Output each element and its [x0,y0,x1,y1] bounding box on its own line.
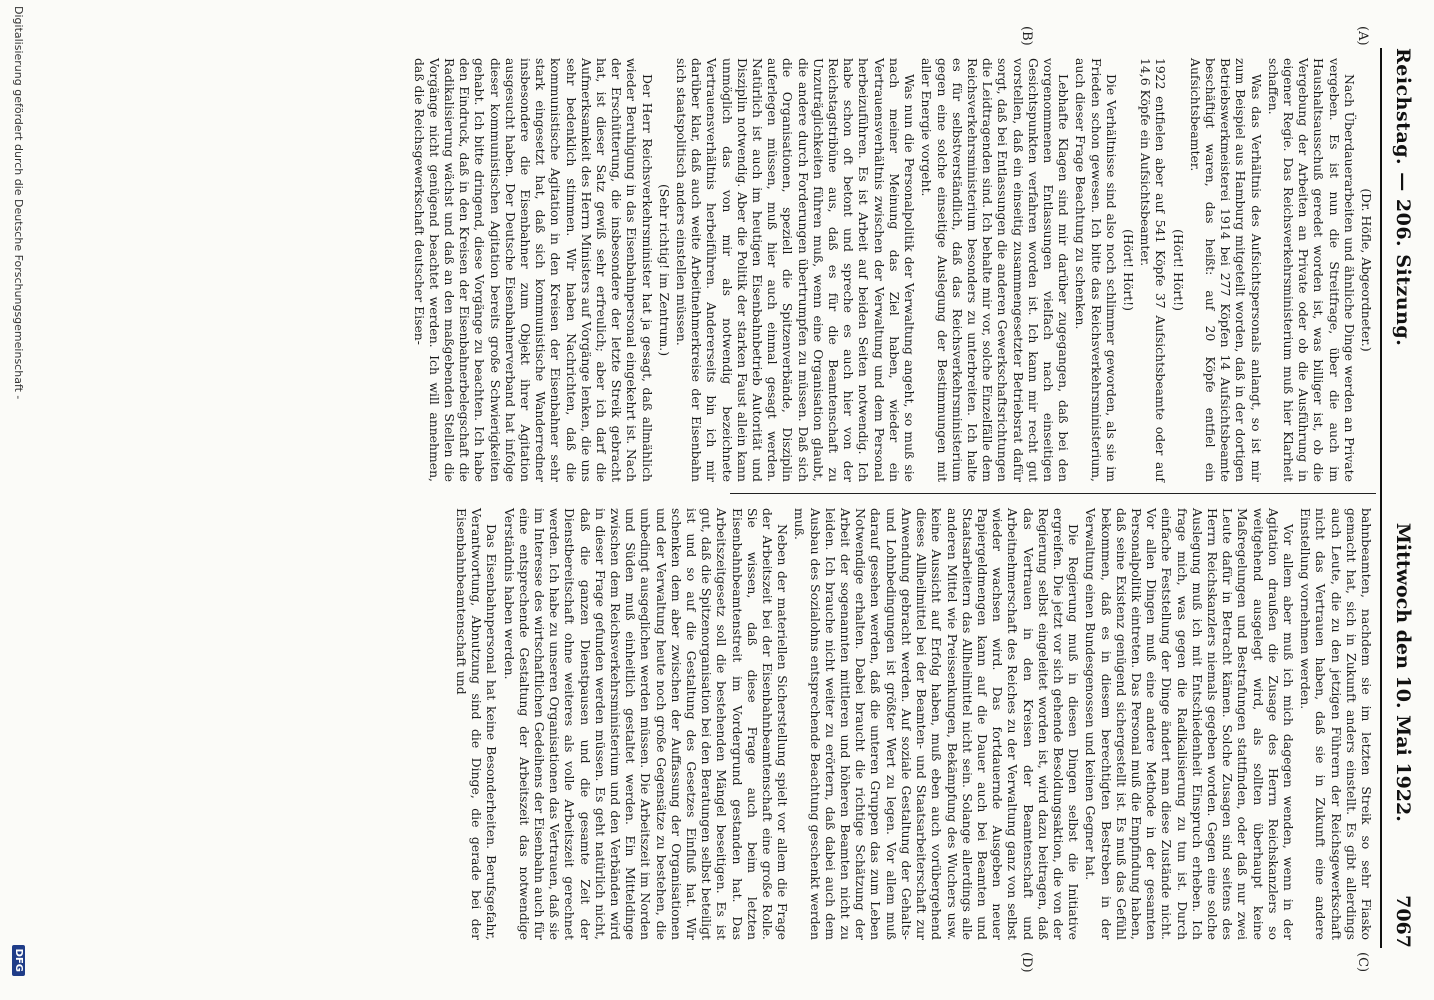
speaker-line: (Dr. Höfle, Abgeordneter.) [1359,188,1374,352]
interjection: (Sehr richtig! im Zentrum.) [656,183,672,357]
paragraph: Die Regierung muß in diesen Dingen selbst die Initiative ergreifen. Die jetzt vor sich gehende Besoldungsaktion, die von der Regierung selbst eingeleitet worden ist, wird dazu beitragen, daß das Vertrauen in den Kreisen der Beamtenschaft und Arbeitnehmerschaft des Reiches zu der Verwaltung ganz von selbst wieder wachsen wird. Das fortdauernde Ausgeben neuer Papiergeldmengen kann auf die Dauer auch bei Beamten und Staatsarbeitern das Allheilmittel nicht sein. Solange allerdings alle anderen Mittel wie Preissenkungen, Bekämpfung des Wuchers usw. keine Aussicht auf Erfolg haben, muß eben auch vorübergehend dieses Allheilmittel bei der Beamten- und Staatsarbeiterschaft zur Anwendung gebracht werden. Auf soziale Gestaltung der Gehalts- und Lohnbedingungen ist größter Wert zu legen. Vor allem muß darauf gesehen werden, daß die unteren Gruppen das zum Leben Notwendige erhalten. Dabei braucht die richtige Schätzung der Arbeit der sogenannten mittleren und höheren Beamten nicht zu leiden. Ich brauche nicht weiter zu erörtern, daß dabei auch dem Ausbau des Sozialohns entsprechende Beachtung geschenkt werden muß. [792,508,1082,940]
margin-marker-b: (B) [1019,26,1034,46]
paragraph: Die Verhältnisse sind also noch schlimmer geworden, als sie im Frieden schon gewesen. Ich bitte das Reichsverkehrsministerium, auch dieser Frage Beachtung zu schenken. [1073,58,1119,482]
paragraph: Was nun die Personalpolitik der Verwaltung angeht, so muß sie nach meiner Meinung das Ziel haben, wieder ein Vertrauensverhältnis zwischen der Verwaltung und dem Personal herbeizuführen. Es ist Arbeit auf beiden Seiten notwendig. Ich habe schon oft betont und spreche es auch hier von der Reichstagstribüne aus, daß es für die Beamtenschaft zu Unzuträglichkeiten führen muß, wenn eine Organisation glaubt, die andere durch Forderungen übertrumpfen zu müssen. Daß sich die Organisationen, speziell die Spitzenverbände, Disziplin auferlegen müssen, muß hier auch einmal gesagt werden. Natürlich ist auch im heutigen Eisenbahnbetrieb Autorität und Disziplin notwendig. Aber die Politik der starken Faust allein kann unmöglich das von mir als notwendig bezeichnete Vertrauensverhältnis herbeiführen. Andererseits bin ich mir darüber klar, daß auch weite Arbeitnehmerkreise der Eisenbahn sich staatspolitisch anders einstellen müssen. [674,58,918,482]
margin-marker-a: (A) [1355,26,1370,46]
margin-marker-c: (C) [1355,952,1370,973]
interjection: (Hört! Hört!) [1170,229,1186,311]
digitization-footer [7,6,25,976]
paragraph: Nach Überdauerarbeiten und ähnliche Dinge werden an Private vergeben. Es ist nun die Streitfrage, über die auch im Haushaltsausschuß geredet worden ist, was billiger ist, ob die Vergebung der Arbeiten an Private oder ob die Ausführung in eigener Regie. Das Reichsverkehrsministerium muß hier Klarheit schaffen. [1265,58,1357,482]
paragraph: bahnbeamten, nachdem sie im letzten Streik so sehr Fiasko gemacht hat, sich in Zukunft anders einstellt. Es gibt allerdings auch Leute, die zu den jetzigen Führern der Reichsgewerkschaft nicht das Vertrauen haben, daß sie in Zukunft eine andere Einstellung vornehmen werden. [1298,508,1374,940]
paragraph: Lebhafte Klagen sind mir darüber zugegangen, daß bei den vorgenommenen Entlassungen vielfach nach einseitigen Gesichtspunkten verfahren worden ist. Ich kann mir recht gut vorstellen, daß ein einseitig zusammengesetzter Betriebsrat dafür sorgt, daß bei Entlassungen die anderen Gewerkschaftsrichtungen die Leidtragenden sind. Ich behalte mir vor, solche Einzelfälle dem Reichsverkehrsministerium besonders zu unterbreiten. Ich halte es für selbstverständlich, daß das Reichsverkehrsministerium gegen eine solche einseitige Auslegung der Bestimmungen mit aller Energie vorgeht. [919,58,1072,482]
header-rule [1380,48,1382,948]
header-date [1392,523,1414,948]
text-column-left [411,58,1374,482]
footer-credit: Digitalisierung gefördert durch die Deutsche Forschungsgemeinschaft - [12,6,25,400]
paragraph: Was das Verhältnis des Aufsichtspersonals anlangt, so ist mir zum Beispiel aus Hamburg mitgeteilt worden, daß in der dortigen Betriebswerkmeisterei 1914 bei 277 Köpfen 14 Aufsichtsbeamte beschäftigt waren, das heißt: auf 20 Köpfe entfiel ein Aufsichtsbeamter. [1187,58,1264,482]
paragraph: Vor allem aber muß ich mich dagegen wenden, wenn in der Agitation draußen die Zusage des Herrn Reichskanzlers so weitgehend ausgelegt wird, als sollten überhaupt keine Maßregelungen und Bestrafungen stattfinden, oder daß nur zwei Leute dafür in Betracht kämen. Solche Zusagen sind seitens des Herrn Reichskanzlers niemals gegeben worden. Gegen eine solche Auslegung muß ich mit Entschiedenheit Einspruch erheben. Ich frage mich, was gegen die Radikalisierung zu tun ist. Durch einfache Feststellung der Dinge ändert man diese Zustände nicht. Vor allen Dingen muß eine andere Methode in der gesamten Personalpolitik eintreten. Das Personal muß die Empfindung haben, daß seine Existenz genügend sichergestellt ist. Es muß das Gefühl bekommen, daß es in diesem berechtigten Bestreben in der Verwaltung einen Bundesgenossen und keinen Gegner hat. [1083,508,1296,940]
margin-marker-d: (D) [1019,952,1034,973]
header-session-title: Reichstag. — 206. Sitzung. [1392,48,1414,347]
paragraph: Das Eisenbahnpersonal hat keine Besonderheiten. Berufsgefahr, Verantwortung, Abnutzung sind die Dinge, die gerade bei der Eisenbahnbeamtenschaft und [454,508,500,940]
paragraph: 1922 entfielen aber auf 541 Köpfe 37 Aufsichtsbeamte oder auf 14,6 Köpfe ein Aufsichtsbeamter. [1138,58,1169,482]
page-header [1384,48,1414,948]
page-number: 7067 [1392,895,1414,948]
interjection: (Hört! Hört!) [1120,229,1136,311]
dfg-logo: DFG [12,945,25,976]
column-divider [730,493,1376,494]
header-date-text: Mittwoch den 10. Mai 1922. [1392,522,1414,822]
paragraph: Der Herr Reichsverkehrsminister hat ja gesagt, daß allmählich wieder Beruhigung in das Eisenbahnpersonal eingekehrt ist. Nach der Erschütterung, die insbesondere der letzte Streik gebracht hat, ist dieser Satz gewiß sehr erfreulich; aber ich darf die Aufmerksamkeit des Herrn Ministers auf Vorgänge lenken, die uns sehr bedenklich stimmen. Wir haben Nachrichten, daß die kommunistische Agitation in den Kreisen der Eisenbahner sehr stark eingesetzt hat, daß sich kommunistische Wanderredner insbesondere die Eisenbahner zum Objekt ihrer Agitation ausgesucht haben. Der Deutsche Eisenbahnerverband hat infolge dieser kommunistischen Agitation bereits große Schwierigkeiten gehabt. Ich bitte dringend, diese Vorgänge zu beachten. Ich habe den Eindruck, daß in den Kreisen der Eisenbahnerbelegschaft die Radikalisierung wächst und daß an den maßgebenden Stellen die Vorgänge nicht genügend beachtet werden. Ich will annehmen, daß die Reichsgewerkschaft deutscher Eisen- [411,58,655,482]
text-column-right [454,508,1374,940]
paragraph: Neben der materiellen Sicherstellung spielt vor allem die Frage der Arbeitszeit bei der Eisenbahnbeamtenschaft eine große Rolle. Sie wissen, daß diese Frage auch beim letzten Eisenbahnbeamtenstreit im Vordergrund gestanden hat. Das Arbeitszeitgesetz soll die bestehenden Mängel beseitigen. Es ist gut, daß die Spitzenorganisation bei den Beratungen selbst beteiligt ist und so auf die Gestaltung des Gesetzes Einfluß hat. Wir schenken dem aber zwischen der Auffassung der Organisationen und der Verwaltung heute noch große Gegensätze zu bestehen, die unbedingt ausgeglichen werden müssen. Die Arbeitszeit im Norden und Süden muß einheitlich gestaltet werden. Ein Mitteldinge zwischen dem Reichsverkehrsministerium und den Verbänden wird in dieser Frage gefunden werden müssen. Es geht natürlich nicht, daß die ganzen Dienstpausen und die gesamte Zeit der Dienstbereitschaft ohne weiteres als volle Arbeitszeit gerechnet werden. Ich habe zu unseren Organisationen das Vertrauen, daß sie im Interesse des wirtschaftlichen Gedeihens der Eisenbahn auch für eine entsprechende Gestaltung der Arbeitszeit das notwendige Verständnis haben werden. [501,508,791,940]
